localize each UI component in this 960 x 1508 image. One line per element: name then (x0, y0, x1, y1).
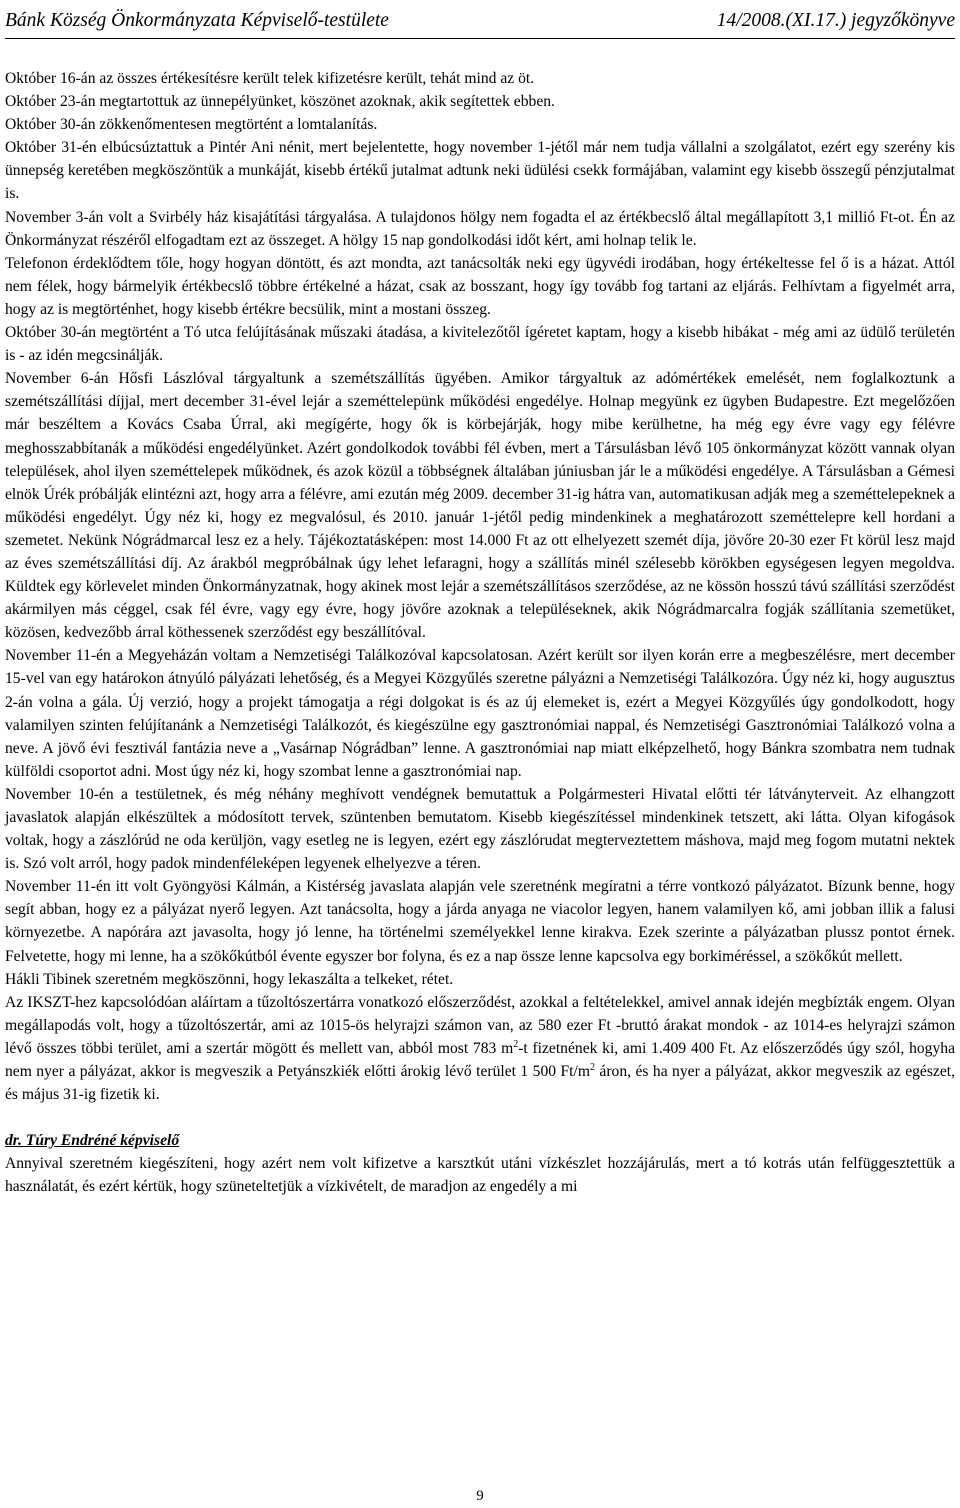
paragraph: November 6-án Hősfi Lászlóval tárgyaltunk a szemétszállítás ügyében. Amikor tárgyaltuk az adómértékek emelését, nem foglalkoztunk a szemétszállítási díjjal, mert december 31-ével lejár a szeméttelepünk működési engedélye. Holnap megyünk ez ügyben Budapestre. Ezt megelőzően már beszéltem a Kovács Csaba Úrral, aki megígérte, hogy ők is körbejárják, hogy mibe kerülhetne, ha még egy évre vagy egy félévre meghosszabbítanák a működési engedélyünket. Azért gondolkodok további fél évben, mert a Társulásban lévő 105 önkormányzat között vannak olyan települések, ahol ilyen szeméttelepek működnek, és azok közül a többségnek általában júniusban jár le a működési engedélye. A Társulásban a Gémesi elnök Úrék próbálják elintézni azt, hogy arra a félévre, ami ezután még 2009. december 31-ig hátra van, automatikusan adják meg a szeméttelepeknek a működési engedélyt. Úgy néz ki, hogy ez megvalósul, és 2010. január 1-jétől pedig mindenkinek a meghatározott szeméttelepre kell hordani a szemetet. Nekünk Nógrádmarcal lesz ez a hely. Tájékoztatásképen: most 14.000 Ft az ott elhelyezett szemét díja, jövőre 20-30 ezer Ft körül lesz majd az éves szemétszállítási díj. Az árakból megpróbálnak úgy lehet lefaragni, hogy a szállítás minél szélesebb körökben egységesen legyen megoldva. Küldtek egy körlevelet minden Önkormányzatnak, hogy akinek most lejár a szemétszállításos szerződése, az ne kössön hosszú távú szállítási szerződést akármilyen más céggel, csak fél évre, vagy egy évre, hogy jövőre azoknak a településeknek, akik Nógrádmarcalra fogják szállítania szemetüket, közösen, kedvezőbb árral köthessenek szerződést egy beszállítóval. (5, 370, 955, 642)
speaker-name: dr. Túry Endréné képviselő (5, 1132, 180, 1150)
paragraph: November 11-én a Megyeházán voltam a Nemzetiségi Találkozóval kapcsolatosan. Azért került sor ilyen korán erre a megbeszélésre, mert december 15-vel van egy határokon átnyúló pályázati lehetőség, és a Megyei Közgyűlés szeretne pályázni a Nemzetiségi Találkozóra. Úgy néz ki, hogy augusztus 2-án volna a gála. Új verzió, hogy a projekt támogatja a régi dolgokat is és az új elemeket is, ezért a Megyei Közgyűlés úgy gondolkodott, hogy valamilyen szinten felújítanánk a Nemzetiségi Találkozót, és kiegészülne egy gasztronómiai nappal, és Nemzetiségi Gasztronómiai Találkozó volna a neve. A jövő évi fesztivál fantázia neve a „Vasárnap Nógrádban” lenne. A gasztronómiai nap miatt elképzelhető, hogy Bánkra szombatra nem tudnak külföldi csoportot adni. Most úgy néz ki, hogy szombat lenne a gasztronómiai nap. (5, 647, 955, 780)
superscript: 2 (589, 1061, 595, 1073)
document-body (5, 67, 955, 1199)
paragraph-text: Az IKSZT-hez kapcsolódóan aláírtam a tűzoltószertárra vonatkozó előszerződést, azokkal a feltételekkel, amivel annak idején megbízták engem. Olyan megállapodás volt, hogy a tűzoltószertár, ami az 1015-ös helyrajzi számon van, az 580 ezer Ft -bruttó árakat mondok - az 1014-es helyrajzi számon lévő összes többi terület, ami a szertár mögött és mellett van, abból most 783 m (5, 993, 955, 1057)
paragraph-text: -t fizetnének ki, ami 1.409 400 Ft. Az előszerződés úgy szól, hogyha nem nyer a pályázat, akkor is megveszik a Petyánszkiék előtti árokig lévő terület 1 500 Ft/m (5, 1039, 955, 1081)
paragraph: November 3-án volt a Svirbély ház kisajátítási tárgyalása. A tulajdonos hölgy nem fogadta el az értékbecslő által megállapított 3,1 millió Ft-ot. Én az Önkormányzat részéről elfogadtam ezt az összeget. A hölgy 15 nap gondolkodási időt kért, ami holnap telik le. (5, 208, 955, 249)
header-right-title: 14/2008.(XI.17.) jegyzőkönyve (716, 10, 955, 31)
speaker-paragraph: Annyival szeretném kiegészíteni, hogy azért nem volt kifizetve a karsztkút utáni vízkészlet hozzájárulás, mert a tó kotrás után felfüggesztettük a használatát, és ezért kértük, hogy szüneteltetjük a vízkivételt, de maradjon az engedély a mi (5, 1155, 955, 1196)
paragraph-text: áron, és ha nyer a pályázat, akkor megveszik az egészet, és május 31-ig fizetik ki. (5, 1063, 955, 1104)
paragraph: November 10-én a testületnek, és még néhány meghívott vendégnek bemutattuk a Polgármesteri Hivatal előtti tér látványterveit. Az elhangzott javaslatok alapján elkészültek a módosított tervek, szüntenben bemutatom. Kisebb kiegészítéssel mindenkinek tetszett, aki látta. Olyan kifogások voltak, hogy a zászlórúd ne oda kerüljön, vagy esetleg ne is legyen, ezért egy zászlórudat megterveztettem máshova, majd meg fogom mutatni nektek is. Szó volt arról, hogy padok mindenféleképen legyenek elhelyezve a téren. (5, 785, 955, 873)
paragraph: Október 30-án zökkenőmentesen megtörtént a lomtalanítás. (5, 116, 378, 134)
paragraph: Telefonon érdeklődtem tőle, hogy hogyan döntött, és azt mondta, azt tanácsolták neki egy ügyvédi irodában, hogy értékeltesse fel ő is a házat. Attól nem félek, hogy bármelyik értékbecslő többre értékelné a házat, csak az bosszant, hogy így tovább fog tartani az eljárás. Felhívtam a figyelmét arra, hogy az is megtörténhet, hogy kisebb értékre becsülik, mint a mostani összeg. (5, 254, 955, 318)
paragraph: Október 31-én elbúcsúztattuk a Pintér Ani nénit, mert bejelentette, hogy november 1-jétől már nem tudja vállalni a szolgálatot, ezért egy szerény kis ünnepség keretében megköszöntük a munkáját, kisebb értékű jutalmat adtunk neki üdülési csekk formájában, valamint egy kisebb összegű pénzjutalmat is. (5, 139, 955, 203)
paragraph: Október 23-án megtartottuk az ünnepélyünket, köszönet azoknak, akik segítettek ebben. (5, 93, 555, 111)
paragraph: Október 16-án az összes értékesítésre került telek kifizetésre került, tehát mind az öt. (5, 70, 535, 87)
paragraph: Október 30-án megtörtént a Tó utca felújításának műszaki átadása, a kivitelezőtől ígéretet kaptam, hogy a kisebb hibákat - még ami az üdülő területén is - az idén megcsinálják. (5, 324, 955, 365)
paragraph-iksz (5, 991, 955, 1106)
page-number: 9 (476, 1488, 484, 1504)
header-left-title: Bánk Község Önkormányzata Képviselő-testülete (5, 10, 389, 31)
paragraph: Hákli Tibinek szeretném megköszönni, hogy lekaszálta a telkeket, rétet. (5, 970, 454, 988)
superscript: 2 (513, 1038, 519, 1050)
speaker-line (5, 1129, 955, 1152)
paragraph: November 11-én itt volt Gyöngyösi Kálmán, a Kistérség javaslata alapján vele szeretnénk megíratni a térre vontkozó pályázatot. Bízunk benne, hogy segít abban, hogy ez a pályázat nyerő legyen. Azt tanácsolta, hogy a járda anyaga ne viacolor legyen, hanem valamilyen kő, ami jobban illik a falusi környezetbe. A napórára azt javasolta, hogy jó lenne, ha történelmi személyekkel lenne kirakva. Ezek szerinte a pályázatban plussz pontot érnek. Felvetette, hogy mi lenne, ha a szökőkútból évente egyszer bor folyna, és ez a nap össze lenne kapcsolva egy borkiméréssel, a szökőkút mellett. (5, 878, 955, 965)
page-header (5, 4, 955, 39)
